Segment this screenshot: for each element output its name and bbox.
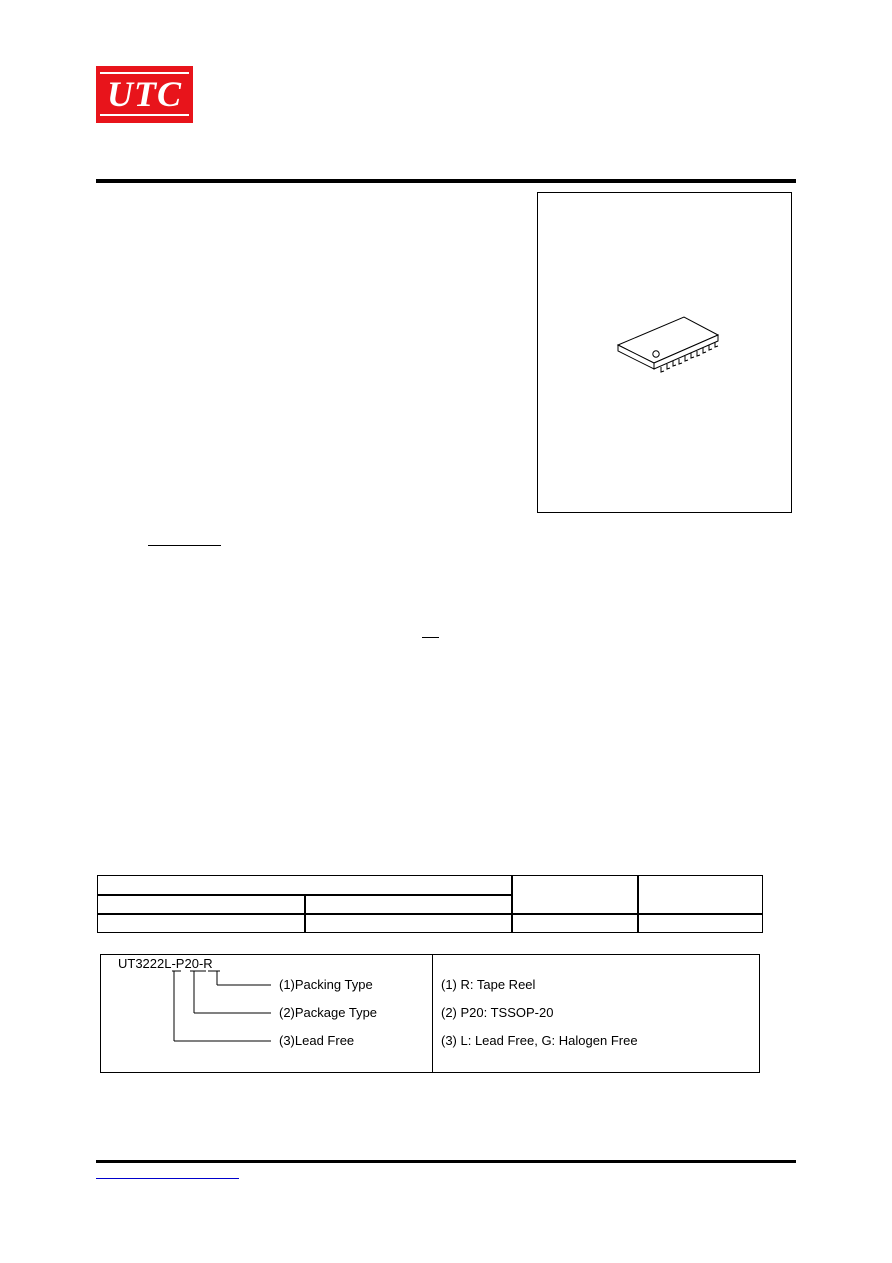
part-number: UT3222L-P20-R — [118, 956, 213, 971]
callout-lines — [101, 955, 431, 1072]
table-divider — [511, 876, 513, 932]
logo-frame — [100, 72, 189, 116]
table-divider — [637, 876, 639, 932]
desc-packing-type: (1) R: Tape Reel — [441, 977, 536, 992]
footer-rule — [96, 1160, 796, 1163]
underline-mark — [148, 545, 221, 546]
header-rule — [96, 179, 796, 183]
tssop-package-icon — [612, 313, 722, 373]
footer-link-underline[interactable] — [96, 1178, 239, 1179]
table-divider — [304, 894, 306, 932]
desc-package-type: (2) P20: TSSOP-20 — [441, 1005, 554, 1020]
ordering-info-table — [97, 875, 763, 933]
logo-text: UTC — [107, 74, 182, 114]
package-image-box — [537, 192, 792, 513]
callout-package-type: (2)Package Type — [279, 1005, 378, 1020]
desc-lead-free: (3) L: Lead Free, G: Halogen Free — [441, 1033, 638, 1048]
marking-divider — [432, 955, 433, 1072]
utc-logo — [96, 66, 193, 123]
callout-packing-type: (1)Packing Type — [279, 977, 373, 992]
table-divider — [98, 913, 762, 915]
part-number-marking-box — [100, 954, 760, 1073]
callout-lead-free: (3)Lead Free — [279, 1033, 355, 1048]
overline-mark — [422, 637, 439, 638]
